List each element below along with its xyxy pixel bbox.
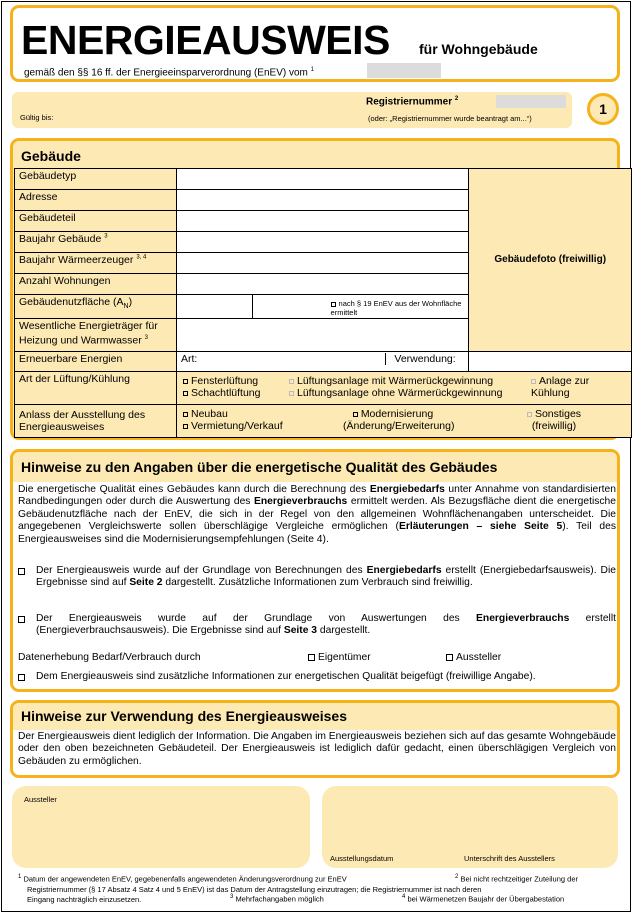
footnote-3-text: Mehrfachangaben möglich (235, 894, 324, 904)
survey-row (18, 652, 616, 664)
opt2-d: Seite 3 (283, 625, 318, 637)
footnote-3-num: 3 (230, 894, 234, 900)
vent-norecovery-checkbox[interactable] (289, 391, 294, 396)
quality-intro-paragraph (18, 484, 616, 546)
registration-box (12, 92, 572, 128)
footnote-3 (230, 892, 380, 905)
label-usable-area (15, 295, 177, 319)
law-reference (24, 67, 314, 78)
vent-shaft-label: Schachtlüftung (191, 387, 261, 399)
header-box (10, 5, 620, 82)
survey-issuer-label: Aussteller (456, 652, 502, 663)
p1-f: Erläuterungen – siehe Seite 5 (398, 521, 563, 533)
page-number-badge: 1 (587, 93, 619, 125)
label-address: Adresse (15, 190, 177, 211)
vent-recovery-label: Lüftungsanlage mit Wärmerückgewinnung (297, 375, 494, 387)
field-renewable-use[interactable] (394, 352, 632, 372)
usage-hints-text: Der Energieausweis dient lediglich der Information. Die Angaben im Energieausweis beziehen sich auf das gesamte Wohngebäude oder den oben bezeichneten Gebäudeteil. Der Energieausweis ist lediglich dafür gedacht, einen überschlägigen Vergleich von Gebäuden zu ermöglichen. (18, 731, 616, 767)
label-year-built (15, 232, 177, 253)
survey-owner-option[interactable] (308, 652, 371, 664)
issue-date-label: Ausstellungsdatum (330, 854, 394, 863)
renewable-use-label: Verwendung: (385, 353, 455, 365)
field-heater-year[interactable] (177, 253, 469, 274)
consumption-option[interactable] (18, 613, 616, 638)
vent-window-checkbox[interactable] (183, 379, 188, 384)
label-heater-year (15, 253, 177, 274)
usage-hints-title: Hinweise zur Verwendung des Energieausweises (13, 703, 617, 730)
additional-info-label: Dem Energieausweis sind zusätzliche Informationen zur energetischen Qualität beigefügt (freiwillige Angabe). (36, 671, 536, 682)
label-heater-year-text: Baujahr Wärmeerzeuger (19, 254, 134, 266)
footnote-2-text: Bei nicht rechtzeitiger Zuteilung der (460, 874, 578, 884)
vent-shaft-checkbox[interactable] (183, 391, 188, 396)
opt1-e: dargestellt. Zusätzliche Informationen zum Verbrauch sind freiwillig. (162, 577, 473, 589)
occasion-rent-checkbox[interactable] (183, 424, 188, 429)
survey-label: Datenerhebung Bedarf/Verbrauch durch (18, 652, 201, 663)
opt1-a: Der Energieausweis wurde auf der Grundlage von Berechnungen des (36, 565, 367, 576)
registration-label-text: Registriernummer (366, 96, 453, 108)
field-dwelling-count[interactable] (177, 274, 469, 295)
occasion-new-option[interactable] (183, 408, 228, 420)
footnote-4-text: bei Wärmenetzen Baujahr der Übergabestation (407, 894, 565, 904)
field-address[interactable] (177, 190, 469, 211)
label-occasion: Anlass der Ausstellung des Energieausweises (15, 405, 177, 438)
label-energy-carriers (15, 319, 177, 352)
field-year-built[interactable] (177, 232, 469, 253)
vent-cooling-label: Anlage zur Kühlung (531, 375, 590, 399)
footnote-4 (402, 892, 622, 905)
vent-window-option[interactable] (183, 375, 258, 387)
p1-d: Energieverbrauchs (254, 496, 348, 508)
usable-area-end: ) (128, 296, 133, 308)
survey-owner-checkbox[interactable] (308, 654, 315, 661)
footnote-4-num: 4 (402, 894, 406, 900)
registration-note: (oder: „Registriernummer wurde beantragt am...“) (368, 114, 532, 123)
heater-year-footnote: 3, 4 (136, 254, 147, 261)
label-building-part: Gebäudeteil (15, 211, 177, 232)
vent-shaft-option[interactable] (183, 387, 260, 399)
occasion-other-label: Sonstiges (freiwillig) (531, 408, 582, 432)
usable-area-text: Gebäudenutzfläche (A (19, 296, 124, 308)
footnote-1-text: Datum der angewendeten EnEV, gegebenenfalls angewendeten Änderungsverordnung zur EnEV (23, 874, 347, 884)
area-derivation-text: nach § 19 EnEV aus der Wohnfläche ermittelt (330, 299, 462, 317)
valid-until-label: Gültig bis: (20, 113, 54, 122)
consumption-checkbox[interactable] (18, 616, 25, 623)
vent-recovery-option[interactable] (289, 375, 493, 387)
p1-b: Energiebedarfs (369, 484, 445, 495)
survey-owner-label: Eigentümer (318, 652, 371, 663)
opt2-c: erstellt (Energieverbrauchsausweis). Die Ergebnisse sind auf (36, 613, 616, 637)
issuer-box[interactable] (12, 786, 310, 868)
label-year-built-text: Baujahr Gebäude (19, 233, 102, 245)
footnote-2c: Eingang nachträglich einzusetzen. (27, 894, 142, 904)
vent-cooling-option[interactable] (531, 375, 601, 399)
vent-norecovery-label: Lüftungsanlage ohne Wärmerückgewinnung (297, 387, 503, 399)
vent-norecovery-option[interactable] (289, 387, 502, 399)
field-usable-area[interactable] (177, 295, 253, 319)
label-dwelling-count: Anzahl Wohnungen (15, 274, 177, 295)
occasion-other-checkbox[interactable] (527, 412, 532, 417)
usable-area-sub: N (123, 303, 129, 311)
occasion-rent-label: Vermietung/Verkauf (191, 420, 283, 432)
occasion-new-checkbox[interactable] (183, 412, 188, 417)
demand-option[interactable] (18, 565, 616, 590)
p1-g: ). Teil des Energieausweises sind die Modernisierungsempfehlungen (Seite 4). (18, 521, 616, 545)
energy-carriers-text: Wesentliche Energieträger für Heizung und Warmwasser (19, 320, 158, 347)
area-derivation-checkbox[interactable] (331, 302, 336, 307)
label-renewable-energy: Erneuerbare Energien (15, 352, 177, 372)
registration-number-field[interactable] (496, 95, 566, 108)
energy-carriers-footnote: 3 (144, 335, 149, 341)
opt2-b: Energieverbrauchs (476, 613, 570, 624)
occasion-modernization-option[interactable] (343, 408, 455, 432)
date-signature-box[interactable] (322, 786, 618, 868)
issuer-label: Aussteller (24, 795, 57, 804)
vent-recovery-checkbox[interactable] (289, 379, 294, 384)
additional-info-option[interactable] (18, 671, 616, 683)
enev-date-field[interactable] (367, 63, 441, 78)
opt1-c: erstellt (Energiebedarfsausweis). Die Ergebnisse sind auf (36, 565, 617, 589)
building-photo-label: Gebäudefoto (freiwillig) (494, 254, 607, 265)
occasion-rent-option[interactable] (183, 420, 283, 432)
p1-e: ermittelt werden. Als Bezugsfläche dient die energetische Gebäudenutzfläche nach der EnEV, die sich in der Regel von den allgemeinen Wohnflächenangaben unterscheidet. Die angegebenen Vergleichswerte sollen überschlägige Vergleiche ermöglichen ( (18, 496, 616, 533)
registration-footnote-marker: 2 (454, 96, 459, 102)
occasion-modernization-label: Modernisierung (Änderung/Erweiterung) (343, 408, 455, 432)
law-reference-text: gemäß den §§ 16 ff. der Energieeinsparverordnung (EnEV) vom (24, 67, 308, 79)
document-subtitle: für Wohngebäude (419, 41, 538, 57)
year-built-footnote: 3 (104, 233, 108, 240)
label-building-type: Gebäudetyp (15, 169, 177, 190)
area-derivation-option[interactable] (252, 295, 469, 319)
vent-window-label: Fensterlüftung (191, 375, 259, 387)
field-energy-carriers[interactable] (177, 319, 469, 352)
field-building-type[interactable] (177, 169, 469, 190)
building-section-title: Gebäude (21, 148, 81, 164)
registration-label (366, 96, 458, 107)
opt2-a: Der Energieausweis wurde auf der Grundlage von Auswertungen des (36, 613, 477, 624)
vent-cooling-checkbox[interactable] (531, 379, 536, 384)
p1-c: unter Annahme von standardisierten Randbedingungen oder durch die Auswertung des (18, 484, 616, 508)
signature-label: Unterschrift des Ausstellers (464, 854, 555, 863)
survey-issuer-option[interactable] (446, 652, 501, 664)
document-title: ENERGIEAUSWEIS (21, 17, 390, 63)
footnote-1-num: 1 (18, 874, 22, 880)
footnote-2b: Registriernummer (§ 17 Absatz 4 Satz 4 und 5 EnEV) ist das Datum der Antragstellung einzutragen; die Registriernummer ist nach deren (27, 884, 482, 894)
building-photo-cell[interactable] (469, 169, 632, 352)
survey-issuer-checkbox[interactable] (446, 654, 453, 661)
law-footnote-marker: 1 (310, 67, 314, 73)
occasion-options (177, 405, 632, 438)
label-ventilation: Art der Lüftung/Kühlung (15, 372, 177, 405)
footnote-2-num: 2 (455, 874, 459, 880)
demand-checkbox[interactable] (18, 568, 25, 575)
occasion-other-option[interactable] (519, 408, 589, 432)
building-table (14, 168, 632, 438)
renewable-type-label: Art: (181, 353, 198, 365)
occasion-modernization-checkbox[interactable] (353, 412, 358, 417)
p1-a: Die energetische Qualität eines Gebäudes kann durch die Berechnung des (18, 484, 370, 495)
field-building-part[interactable] (177, 211, 469, 232)
opt1-d: Seite 2 (129, 577, 163, 589)
additional-info-checkbox[interactable] (18, 674, 25, 681)
ventilation-options (177, 372, 632, 405)
footnote-2 (455, 872, 578, 885)
opt2-e: dargestellt. (317, 625, 371, 637)
occasion-new-label: Neubau (191, 408, 228, 420)
opt1-b: Energiebedarfs (366, 565, 442, 576)
quality-hints-title: Hinweise zu den Angaben über die energetische Qualität des Gebäudes (13, 452, 617, 482)
